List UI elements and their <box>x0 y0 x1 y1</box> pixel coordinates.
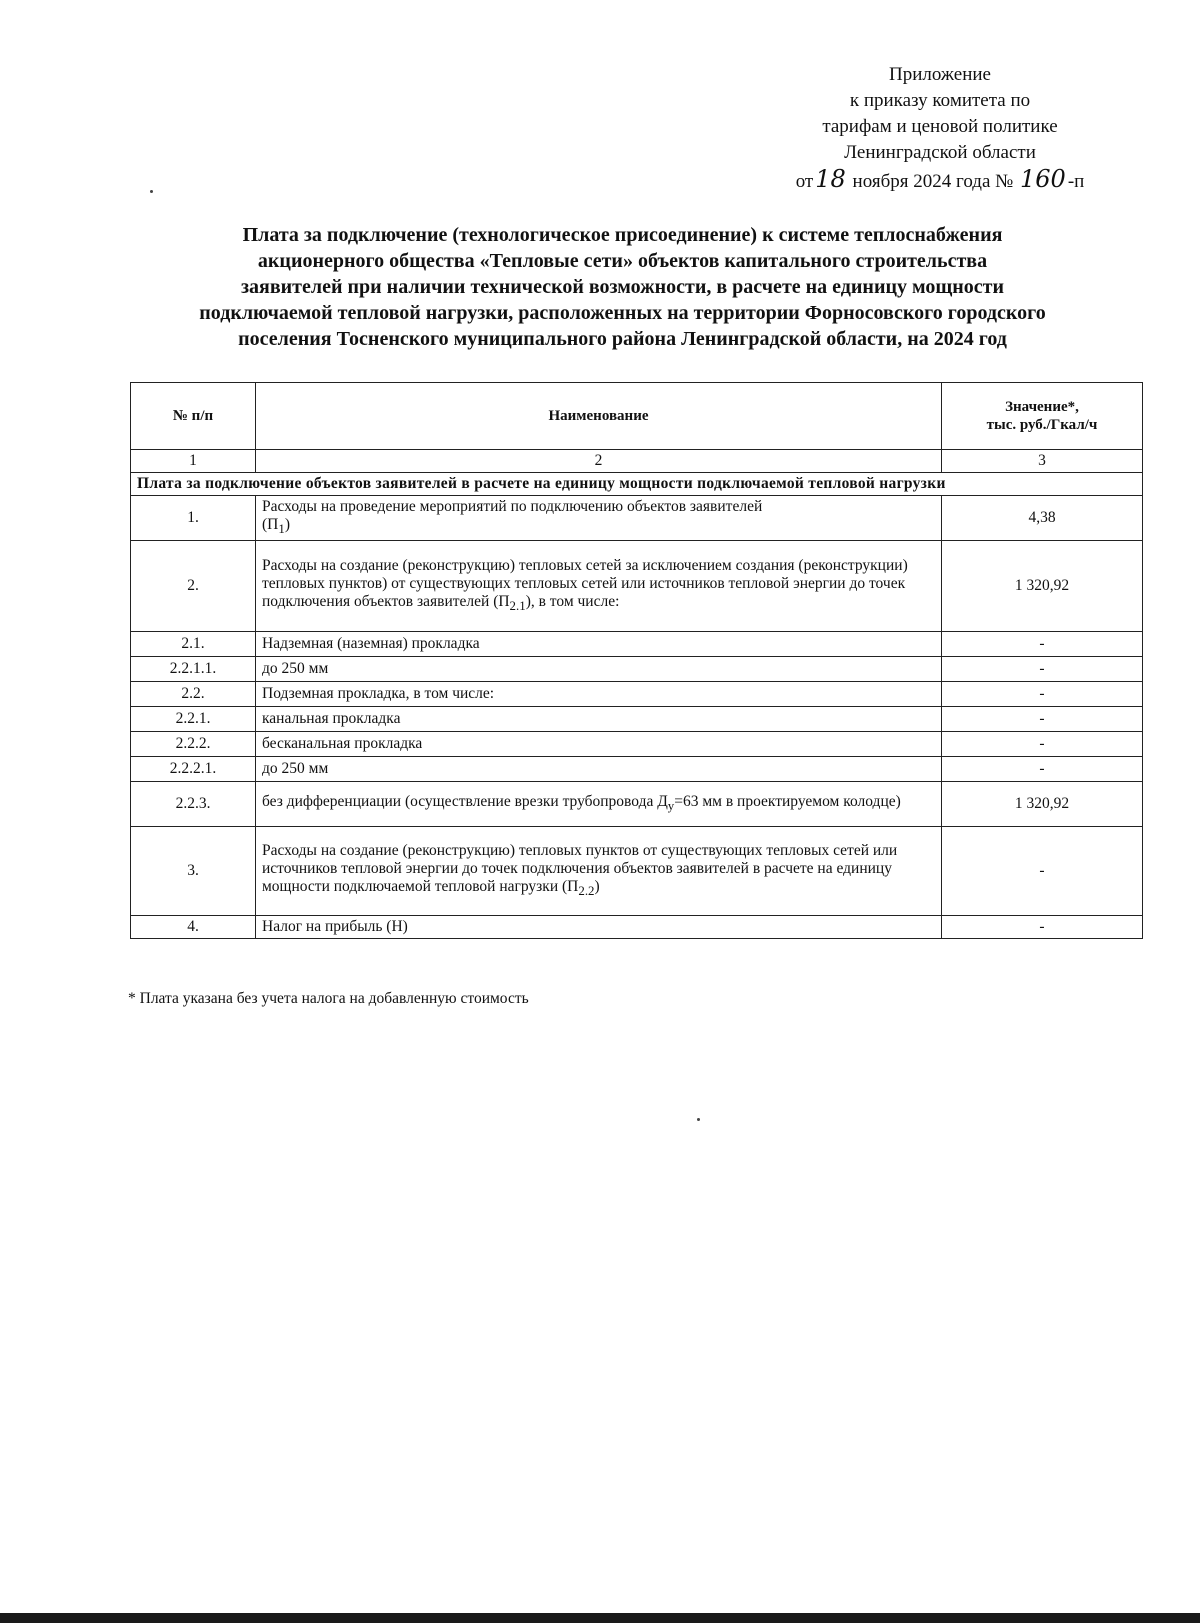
row-name-text: Расходы на проведение мероприятий по подключению объектов заявителей <box>262 498 763 515</box>
row-number: 2.2. <box>131 682 256 707</box>
row-value: 1 320,92 <box>942 541 1143 632</box>
row-name <box>256 496 942 541</box>
row-number: 2.2.1.1. <box>131 657 256 682</box>
table-row <box>131 757 1143 782</box>
row-number: 2. <box>131 541 256 632</box>
row-name-subscript: 1 <box>278 521 285 537</box>
header-name: Наименование <box>256 383 942 450</box>
header-value-line-1: Значение*, <box>1005 399 1079 415</box>
row-value: - <box>942 827 1143 916</box>
row-number: 2.1. <box>131 632 256 657</box>
row-name: канальная прокладка <box>256 707 942 732</box>
row-value: 4,38 <box>942 496 1143 541</box>
title-line: заявителей при наличии технической возможности, в расчете на единицу мощности <box>241 276 1004 298</box>
row-name-prefix: без дифференциации (осуществление врезки трубопровода Д <box>262 793 668 811</box>
scan-bottom-edge <box>0 1613 1200 1623</box>
row-value: - <box>942 632 1143 657</box>
scan-speck <box>150 190 153 193</box>
row-name <box>256 827 942 916</box>
fee-table <box>130 382 1143 939</box>
handwritten-day: 18 <box>815 165 846 193</box>
row-name <box>256 782 942 827</box>
scan-speck <box>697 1118 700 1121</box>
row-name: до 250 мм <box>256 757 942 782</box>
row-value: - <box>942 707 1143 732</box>
header-number: № п/п <box>131 383 256 450</box>
row-name: Налог на прибыль (Н) <box>256 916 942 939</box>
date-prefix: от <box>795 171 814 192</box>
appendix-line-1: Приложение <box>889 64 991 85</box>
row-name-text: Расходы на создание (реконструкцию) тепловых сетей за исключением создания (реконструкции) тепловых пунктов) от существующих тепловых сетей или источников тепловой энергии до точек подключения объектов заявителей <box>262 557 908 611</box>
section-title: Плата за подключение объектов заявителей в расчете на единицу мощности подключаемой тепловой нагрузки <box>131 473 1143 496</box>
handwritten-order-number: 160 <box>1020 165 1066 193</box>
table-row <box>131 496 1143 541</box>
row-number: 2.2.1. <box>131 707 256 732</box>
row-name: бесканальная прокладка <box>256 732 942 757</box>
row-number: 2.2.2. <box>131 732 256 757</box>
row-name-suffix: ) <box>284 516 290 533</box>
table-row <box>131 657 1143 682</box>
section-row <box>131 473 1143 496</box>
document-title <box>95 222 1150 352</box>
column-index: 3 <box>942 450 1143 473</box>
row-name-subscript: у <box>667 798 675 814</box>
table-row <box>131 827 1143 916</box>
row-value: - <box>942 657 1143 682</box>
title-line: подключаемой тепловой нагрузки, расположенных на территории Форносовского городского <box>199 302 1046 324</box>
row-value: - <box>942 682 1143 707</box>
table-row <box>131 632 1143 657</box>
appendix-line-2: к приказу комитета по <box>849 90 1031 111</box>
row-name-prefix: (П <box>489 593 510 611</box>
footnote: * Плата указана без учета налога на добавленную стоимость <box>128 990 529 1007</box>
order-number-suffix: -п <box>1067 171 1085 192</box>
row-number: 1. <box>131 496 256 541</box>
row-name: Подземная прокладка, в том числе: <box>256 682 942 707</box>
row-number: 2.2.2.1. <box>131 757 256 782</box>
table-row <box>131 916 1143 939</box>
row-name-subscript: 2.2 <box>578 883 595 899</box>
row-name-text: Расходы на создание (реконструкцию) тепловых пунктов от существующих тепловых сетей или источников тепловой энергии до точек подключения объектов заявителей в расчете на единицу мощности подключаемой тепловой нагрузки <box>262 842 898 896</box>
order-date-line <box>740 166 1140 195</box>
table-row <box>131 732 1143 757</box>
row-name: до 250 мм <box>256 657 942 682</box>
row-value: 1 320,92 <box>942 782 1143 827</box>
column-index: 1 <box>131 450 256 473</box>
row-value: - <box>942 757 1143 782</box>
row-value: - <box>942 732 1143 757</box>
appendix-header <box>740 62 1140 195</box>
row-number: 3. <box>131 827 256 916</box>
row-number: 2.2.3. <box>131 782 256 827</box>
title-line: поселения Тосненского муниципального района Ленинградской области, на 2024 год <box>238 328 1007 350</box>
table-row <box>131 782 1143 827</box>
row-name-subscript: 2.1 <box>509 598 526 614</box>
row-name-suffix: ), в том числе: <box>525 593 620 611</box>
row-value: - <box>942 916 1143 939</box>
row-name: Надземная (наземная) прокладка <box>256 632 942 657</box>
row-name-suffix: =63 мм в проектируемом колодце) <box>674 793 901 811</box>
appendix-line-4: Ленинградской области <box>844 142 1036 163</box>
column-index-row <box>131 450 1143 473</box>
row-name <box>256 541 942 632</box>
date-middle: ноября 2024 года № <box>852 171 1014 192</box>
appendix-line-3: тарифам и ценовой политике <box>822 116 1058 137</box>
row-name-prefix: (П <box>262 516 279 533</box>
title-line: акционерного общества «Тепловые сети» объектов капитального строительства <box>257 250 988 272</box>
header-value-line-2: тыс. руб./Гкал/ч <box>986 417 1098 433</box>
header-value <box>942 383 1143 450</box>
table-header-row <box>131 383 1143 450</box>
table-row <box>131 707 1143 732</box>
row-number: 4. <box>131 916 256 939</box>
table-row <box>131 682 1143 707</box>
row-name-suffix: ) <box>594 878 600 896</box>
table-row <box>131 541 1143 632</box>
column-index: 2 <box>256 450 942 473</box>
title-line: Плата за подключение (технологическое присоединение) к системе теплоснабжения <box>242 224 1003 246</box>
row-name-prefix: (П <box>558 878 579 896</box>
